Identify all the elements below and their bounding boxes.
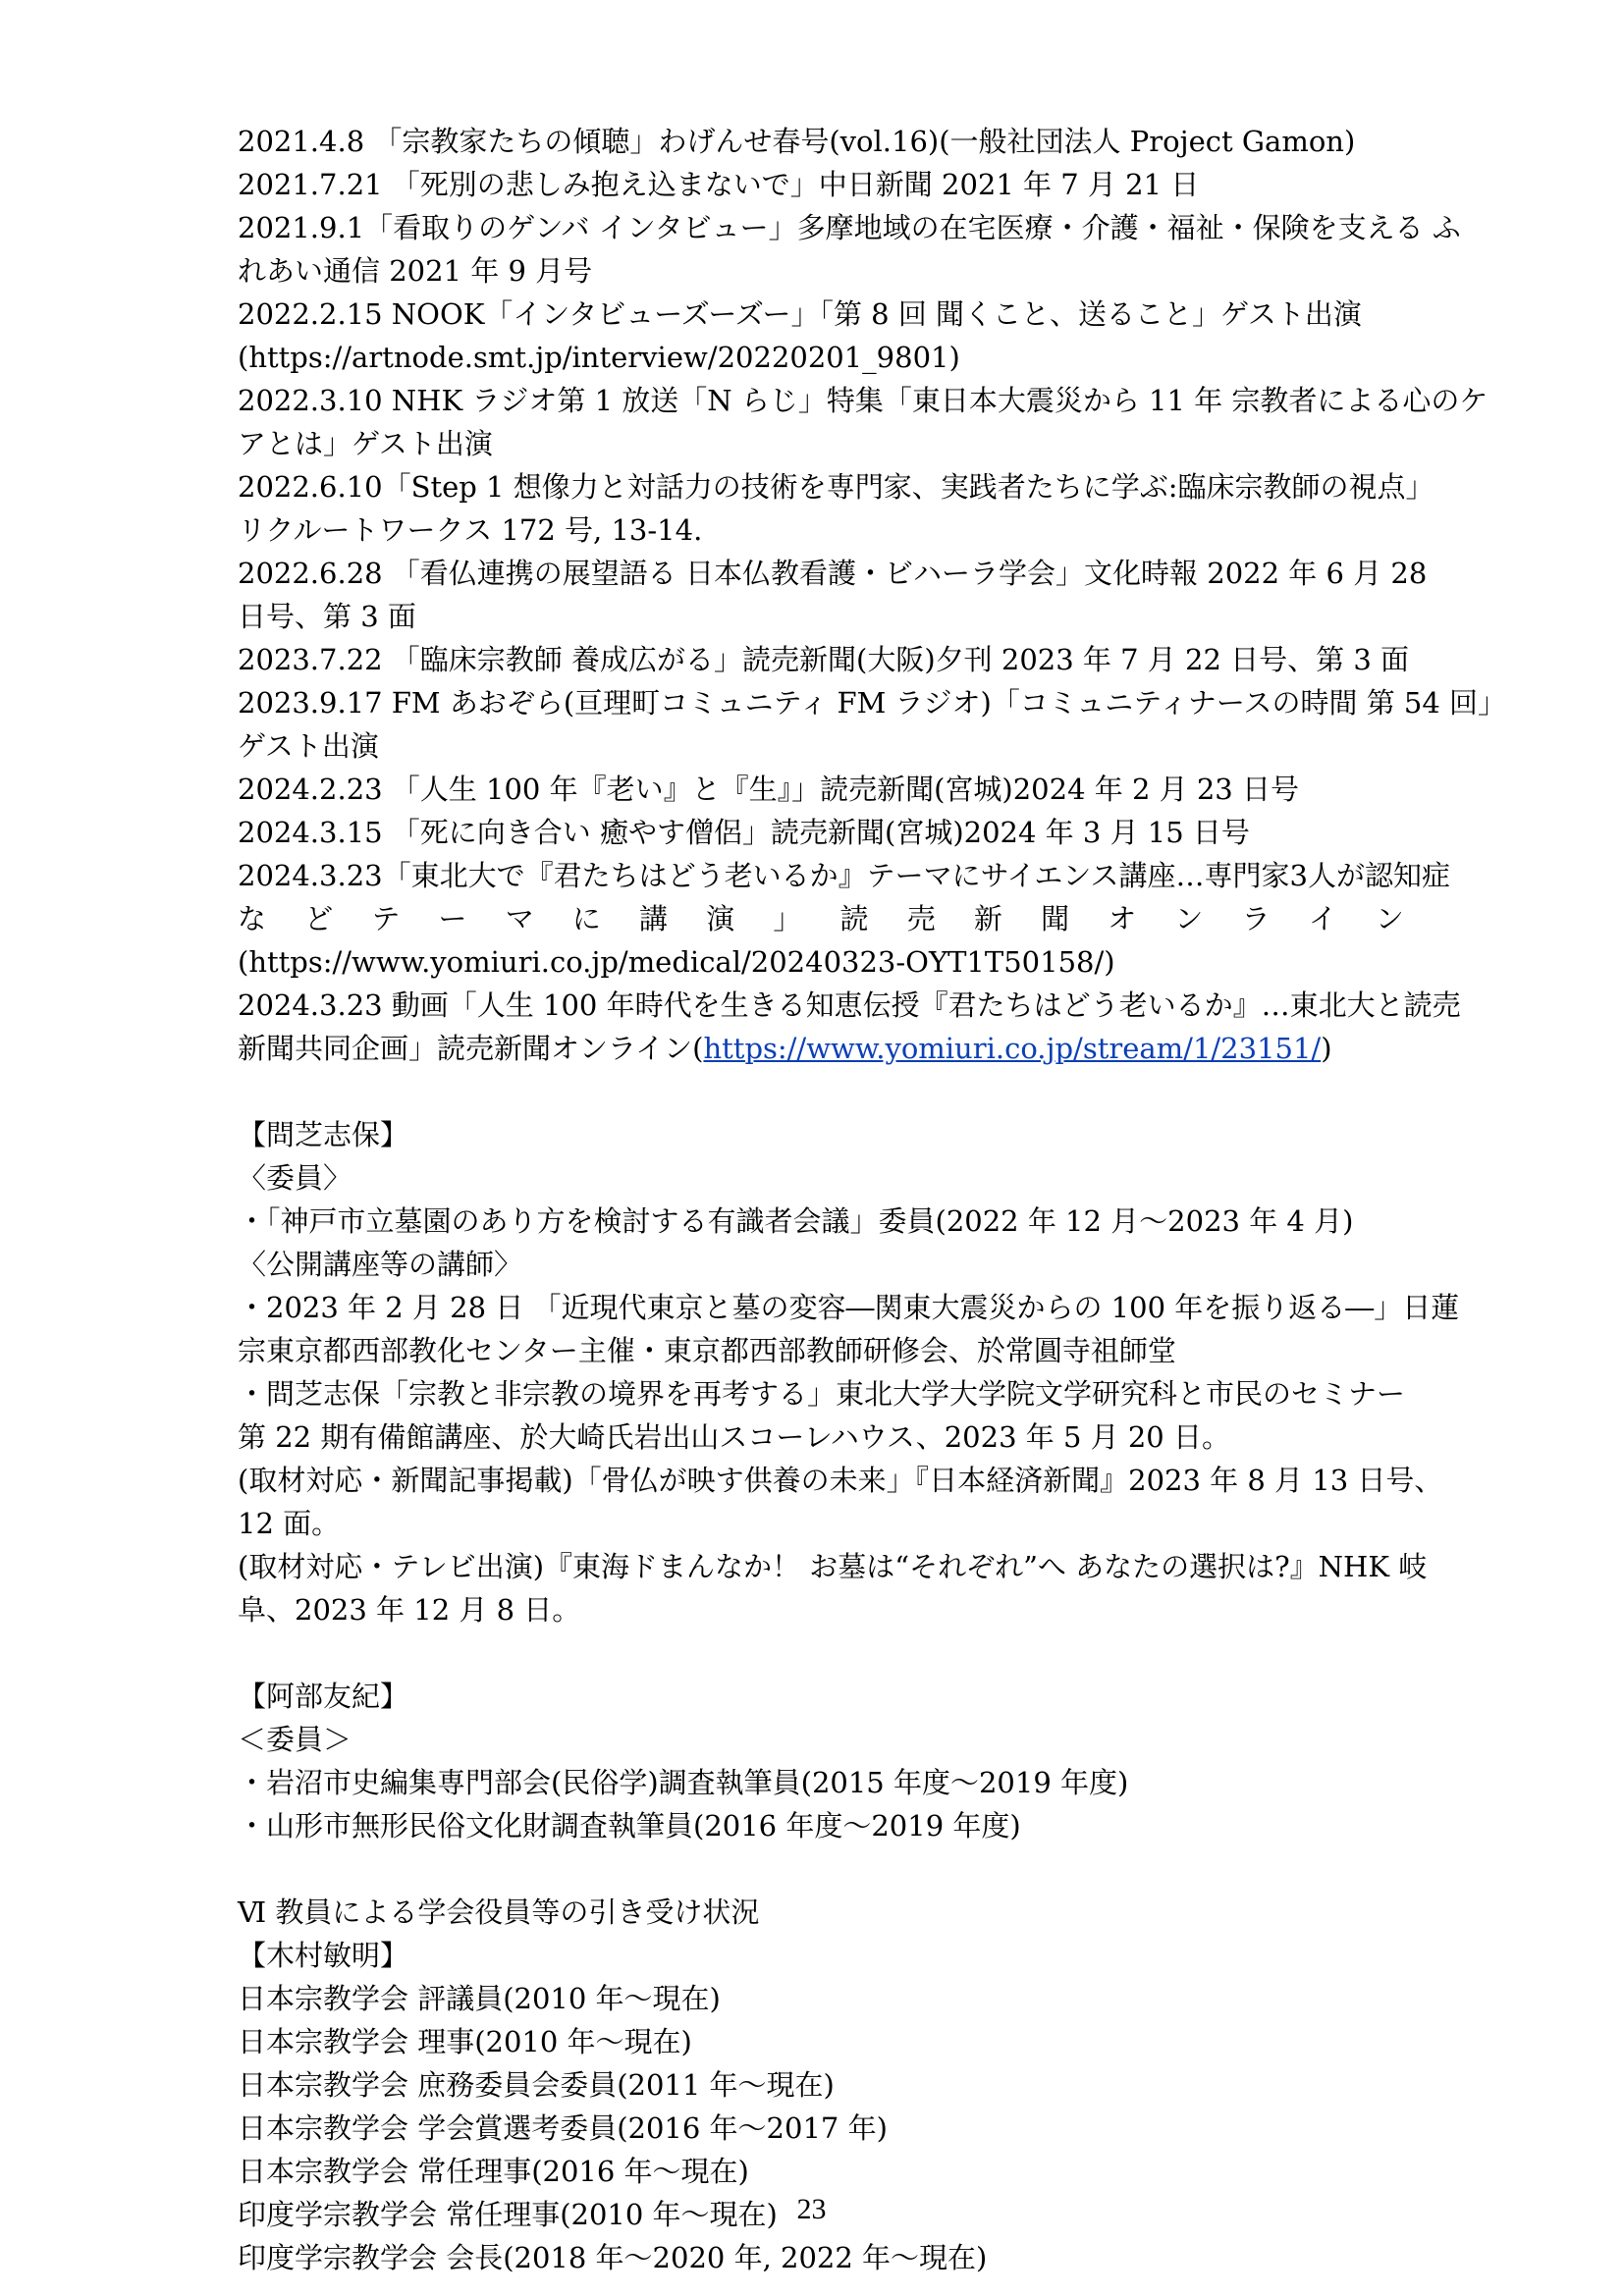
text-line: 印度学宗教学会 常任理事(2010 年～現在) bbox=[238, 2198, 778, 2231]
text-line: 日号、第 3 面 bbox=[238, 600, 416, 633]
text-line: 2022.6.10「Step 1 想像力と対話力の技術を専門家、実践者たちに学ぶ:臨床宗教師の視点」 bbox=[238, 470, 1434, 504]
text-line: 日本宗教学会 学会賞選考委員(2016 年～2017 年) bbox=[238, 2111, 888, 2145]
text-line: 第 22 期有備館講座、於大崎氏岩出山スコーレハウス、2023 年 5 月 20 日。 bbox=[238, 1420, 1230, 1454]
justified-text-line bbox=[238, 897, 1404, 940]
person-heading: 【木村敏明】 bbox=[238, 1939, 409, 1972]
text-line: (取材対応・テレビ出演)『東海ドまんなか！ お墓は“それぞれ”へ あなたの選択は?』NHK 岐 bbox=[238, 1550, 1428, 1583]
text-line: 〈委員〉 bbox=[238, 1161, 352, 1195]
text-line: 日本宗教学会 理事(2010 年～現在) bbox=[238, 2025, 692, 2058]
text-line-with-link bbox=[238, 1027, 1404, 1070]
text-line: 日本宗教学会 評議員(2010 年～現在) bbox=[238, 1982, 721, 2015]
text-line: 2023.7.22 「臨床宗教師 養成広がる」読売新聞(大阪)夕刊 2023 年 7 月 22 日号、第 3 面 bbox=[238, 643, 1410, 676]
justified-char: ー bbox=[438, 902, 467, 935]
text-line: 〈公開講座等の講師〉 bbox=[238, 1248, 523, 1281]
section-title: Ⅵ 教員による学会役員等の引き受け状況 bbox=[238, 1896, 760, 1929]
spacer bbox=[238, 1631, 1404, 1675]
justified-char: オ bbox=[1108, 902, 1137, 935]
text-line: ・山形市無形民俗文化財調査執筆員(2016 年度～2019 年度) bbox=[238, 1809, 1021, 1842]
justified-char: 」 bbox=[773, 902, 802, 935]
justified-char: 読 bbox=[839, 902, 869, 935]
text-line: アとは」ゲスト出演 bbox=[238, 427, 493, 460]
text-line: 2023.9.17 FM あおぞら(亘理町コミュニティ FM ラジオ)「コミュニティナースの時間 第 54 回」 bbox=[238, 686, 1507, 720]
link-suffix: ) bbox=[1321, 1032, 1332, 1065]
document-body bbox=[238, 120, 1507, 2279]
text-line: リクルートワークス 172 号, 13-14. bbox=[238, 513, 703, 547]
text-line: ・岩沼市史編集専門部会(民俗学)調査執筆員(2015 年度～2019 年度) bbox=[238, 1766, 1129, 1799]
text-line: 2024.3.15 「死に向き合い 癒やす僧侶」読売新聞(宮城)2024 年 3 月 15 日号 bbox=[238, 816, 1250, 849]
text-line: ＜委員＞ bbox=[238, 1723, 352, 1756]
section-toishiba bbox=[238, 1113, 1460, 1631]
text-line: ・2023 年 2 月 28 日 「近現代東京と墓の変容―関東大震災からの 100 年を振り返る―」日蓮 bbox=[238, 1291, 1460, 1324]
justified-char: テ bbox=[371, 902, 401, 935]
spacer bbox=[238, 1847, 1404, 1891]
justified-char: ン bbox=[1375, 902, 1404, 935]
text-line: 2022.6.28 「看仏連携の展望語る 日本仏教看護・ビハーラ学会」文化時報 2022 年 6 月 28 bbox=[238, 557, 1428, 590]
text-line: 2021.7.21 「死別の悲しみ抱え込まないで」中日新聞 2021 年 7 月 21 日 bbox=[238, 168, 1200, 201]
text-line: ・問芝志保「宗教と非宗教の境界を再考する」東北大学大学院文学研究科と市民のセミナー bbox=[238, 1377, 1406, 1411]
text-line: (取材対応・新聞記事掲載)「骨仏が映す供養の未来」『日本経済新聞』2023 年 8 月 13 日号、 bbox=[238, 1464, 1443, 1497]
text-line: 2022.3.10 NHK ラジオ第 1 放送「N らじ」特集「東日本大震災から 11 年 宗教者による心のケ bbox=[238, 384, 1488, 417]
text-line: (https://artnode.smt.jp/interview/20220201_9801) bbox=[238, 341, 960, 374]
media-appearances bbox=[238, 120, 1507, 1070]
text-line: 2024.2.23 「人生 100 年『老い』と『生』」読売新聞(宮城)2024 年 2 月 23 日号 bbox=[238, 773, 1299, 806]
text-line: 日本宗教学会 常任理事(2016 年～現在) bbox=[238, 2155, 749, 2188]
text-line: 2024.3.23「東北大で『君たちはどう老いるか』テーマにサイエンス講座…専門家3人が認知症 bbox=[238, 859, 1450, 892]
justified-char: ど bbox=[304, 902, 334, 935]
yomiuri-stream-link[interactable]: https://www.yomiuri.co.jp/stream/1/23151/ bbox=[703, 1032, 1322, 1065]
justified-char: 聞 bbox=[1041, 902, 1070, 935]
text-line: ・「神戸市立墓園のあり方を検討する有識者会議」委員(2022 年 12 月～2023 年 4 月) bbox=[238, 1204, 1354, 1238]
justified-char: ラ bbox=[1241, 902, 1271, 935]
page-number: 23 bbox=[796, 2193, 827, 2225]
justified-char: 演 bbox=[706, 902, 735, 935]
justified-char: 新 bbox=[973, 902, 1002, 935]
justified-char: 売 bbox=[906, 902, 936, 935]
text-line: 2021.4.8 「宗教家たちの傾聴」わげんせ春号(vol.16)(一般社団法人 Project Gamon) bbox=[238, 125, 1356, 158]
text-line: 2021.9.1「看取りのゲンバ インタビュー」多摩地域の在宅医療・介護・福祉・保険を支える ふ bbox=[238, 211, 1461, 244]
link-prefix: 新聞共同企画」読売新聞オンライン( bbox=[238, 1032, 704, 1065]
person-heading: 【問芝志保】 bbox=[238, 1118, 409, 1151]
text-line: 12 面。 bbox=[238, 1507, 341, 1540]
text-line: 阜、2023 年 12 月 8 日。 bbox=[238, 1593, 581, 1627]
person-heading: 【阿部友紀】 bbox=[238, 1680, 409, 1713]
text-line: 宗東京都西部教化センター主催・東京都西部教師研修会、於常圓寺祖師堂 bbox=[238, 1334, 1176, 1367]
text-line: 日本宗教学会 庶務委員会委員(2011 年～現在) bbox=[238, 2068, 835, 2102]
spacer bbox=[238, 1070, 1404, 1113]
justified-char: ン bbox=[1174, 902, 1204, 935]
section-abe bbox=[238, 1675, 1404, 1847]
text-line: ゲスト出演 bbox=[238, 729, 379, 763]
justified-char: マ bbox=[505, 902, 534, 935]
text-line: 2022.2.15 NOOK「インタビューズーズー」「第 8 回 聞くこと、送ること」ゲスト出演 bbox=[238, 297, 1362, 331]
text-line: れあい通信 2021 年 9 月号 bbox=[238, 254, 593, 288]
justified-char: な bbox=[238, 902, 267, 935]
text-line: (https://www.yomiuri.co.jp/medical/20240323-OYT1T50158/) bbox=[238, 945, 1115, 979]
justified-char: に bbox=[571, 902, 601, 935]
justified-char: 講 bbox=[639, 902, 669, 935]
justified-char: イ bbox=[1308, 902, 1337, 935]
text-line: 2024.3.23 動画「人生 100 年時代を生きる知恵伝授『君たちはどう老いるか』…東北大と読売 bbox=[238, 988, 1461, 1022]
text-line: 印度学宗教学会 会長(2018 年～2020 年, 2022 年～現在) bbox=[238, 2241, 988, 2274]
